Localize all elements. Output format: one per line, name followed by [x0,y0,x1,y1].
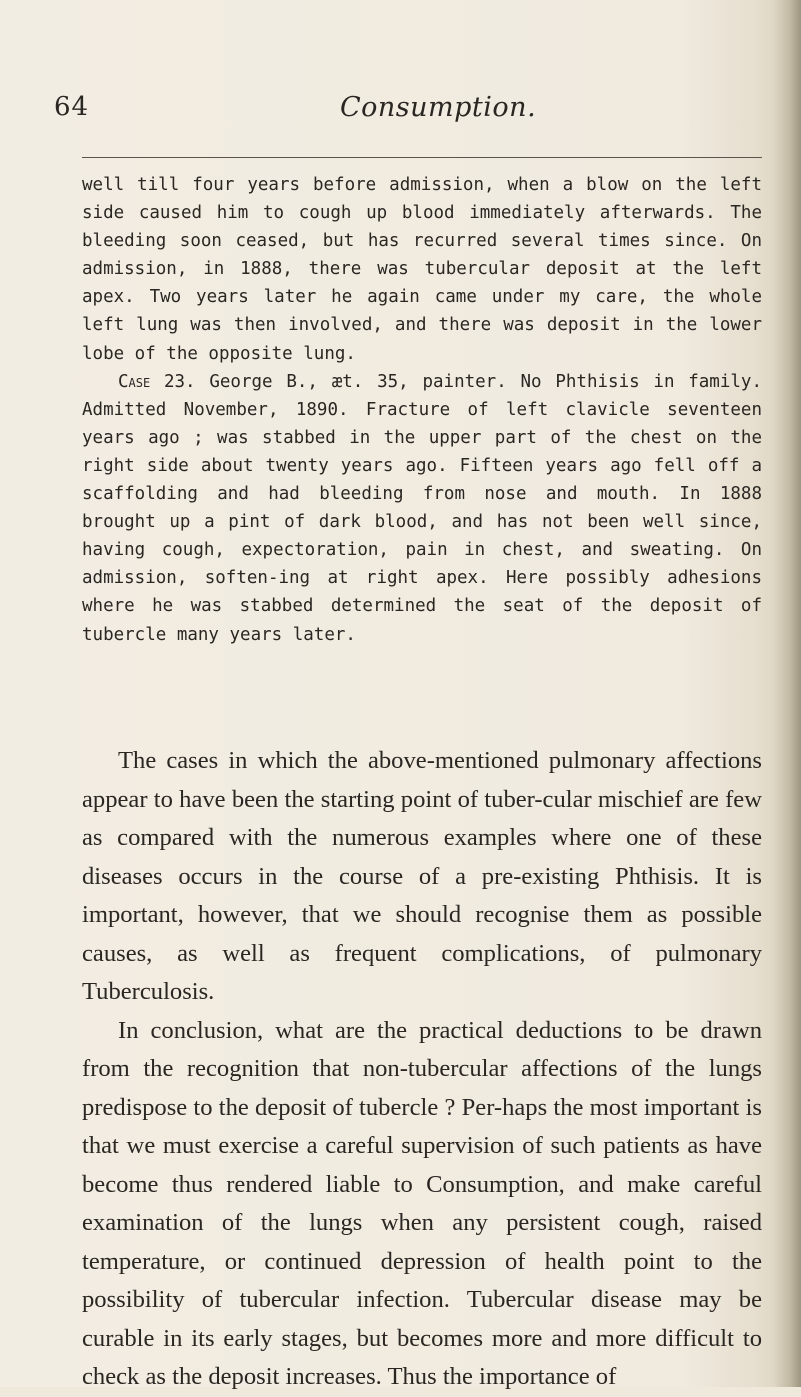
conclusion-paragraph: In conclusion, what are the practical deductions to be drawn from the recognition that non-tubercular affections of the lungs predispose to the deposit of tubercle ? Per-haps the most important is that we must exercise a careful supervision of such patients as have become thus rendered liable to Consumption, and make careful examination of the lungs when any persistent cough, raised temperature, or continued depression of health point to the possibility of tubercular infection. Tubercular disease may be curable in its early stages, but becomes more and more difficult to check as the deposit increases. Thus the importance of [82,1016,762,1390]
body-text [82,742,762,1397]
header-rule [82,157,762,158]
case-continuation-paragraph: well till four years before admission, when a blow on the left side caused him to cough up blood immediately afterwards. The bleeding soon ceased, but has recurred several times since. On admission, in 1888, there was tubercular deposit at the left apex. Two years later he again came under my care, the whole left lung was then involved, and there was deposit in the lower lobe of the opposite lung. [82,175,762,364]
page-header [54,92,754,132]
case-23-paragraph [82,368,762,649]
case-label: Case 23. [118,371,196,392]
running-title: Consumption. [340,92,537,123]
page-edge-shadow [773,0,801,1387]
case-text: George B., æt. 35, painter. No Phthisis in family. Admitted November, 1890. Fracture of left clavicle seventeen years ago ; was stabbed in the upper part of the chest on the right side about twenty years ago. Fifteen years ago fell off a scaffolding and had bleeding from nose and mouth. In 1888 brought up a pint of dark blood, and has not been well since, having cough, expectoration, pain in chest, and sweating. On admission, soften-ing at right apex. Here possibly adhesions where he was stabbed determined the seat of the deposit of tubercle many years later. [82,371,762,645]
body-paragraph: The cases in which the above-mentioned pulmonary affections appear to have been the starting point of tuber-cular mischief are few as compared with the numerous examples where one of these diseases occurs in the course of a pre-existing Phthisis. It is important, however, that we should recognise them as possible causes, as well as frequent complications, of pulmonary Tuberculosis. [82,747,762,1005]
page-number: 64 [54,92,90,122]
case-notes [82,171,762,649]
